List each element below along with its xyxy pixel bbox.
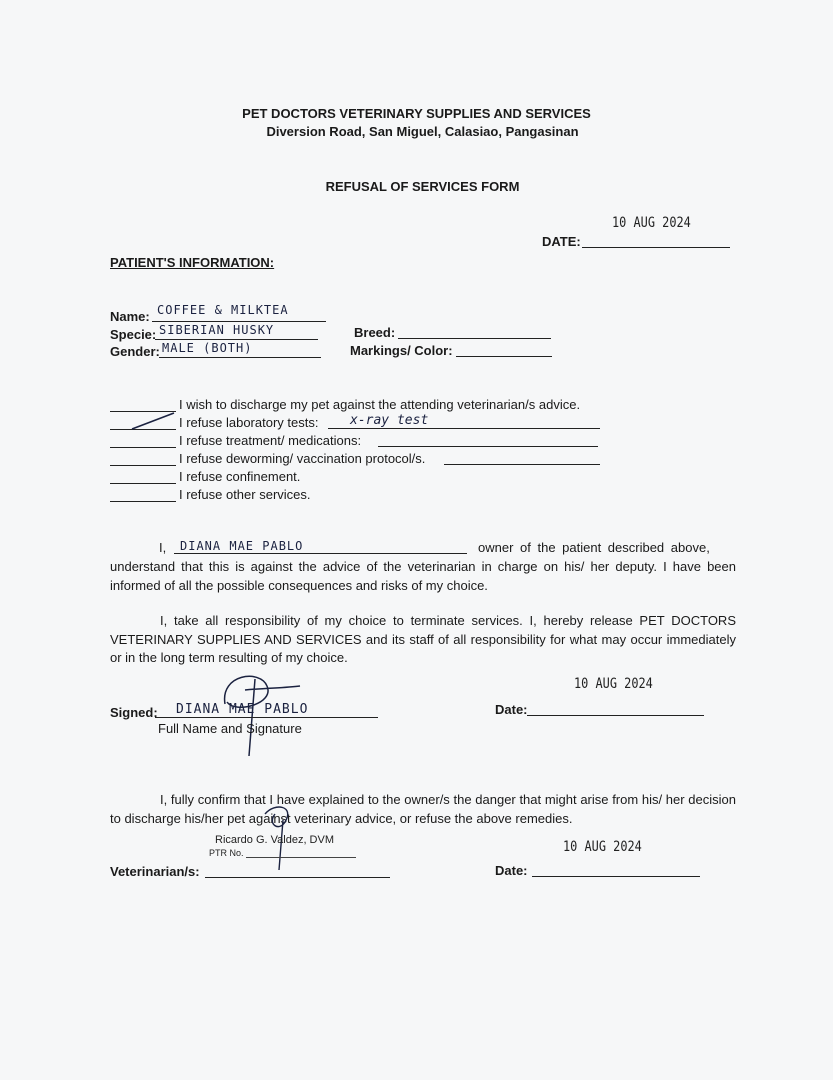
confirm-text: I, fully confirm that I have explained to the owner/s the danger that might arise from his/ her decision to discharge his/her pet against veterinary advice, or refuse the above remedies.	[110, 792, 736, 826]
signed-date-line	[527, 715, 704, 716]
signed-caption: Full Name and Signature	[158, 721, 302, 736]
markings-line	[456, 356, 552, 357]
lab-test-detail: x-ray test	[350, 413, 429, 428]
markings-label: Markings/ Color:	[350, 343, 453, 358]
confirm-paragraph	[110, 791, 736, 828]
check-mark-icon	[128, 410, 178, 432]
specie-value: SIBERIAN HUSKY	[159, 323, 275, 337]
vet-stamp-name: Ricardo G. Valdez, DVM	[215, 834, 335, 846]
patient-section-title: PATIENT'S INFORMATION:	[110, 255, 275, 270]
option-discharge: I wish to discharge my pet against the attending veterinarian/s advice.	[179, 397, 581, 412]
vet-date-label: Date:	[495, 863, 528, 878]
vet-ptr-line	[246, 857, 356, 858]
option-deworming: I refuse deworming/ vaccination protocol/s.	[179, 451, 426, 466]
option-treatment: I refuse treatment/ medications:	[179, 433, 362, 448]
deworming-line	[444, 464, 600, 465]
option-checkbox-line[interactable]	[110, 483, 176, 484]
vet-date-line	[532, 876, 700, 877]
vet-label: Veterinarian/s:	[110, 864, 200, 879]
top-date-label: DATE:	[542, 234, 581, 249]
name-label: Name:	[110, 309, 150, 324]
name-value: COFFEE & MILKTEA	[157, 303, 289, 317]
top-date-stamp: 10 AUG 2024	[612, 215, 691, 231]
release-text: I, take all responsibility of my choice to terminate services. I, hereby release PET DOCTORS VETERINARY SUPPLIES AND SERVICES and its staff of all responsibility for what may occur immediately or in the long term resulting of my choice.	[110, 613, 736, 665]
vet-ptr-label: PTR No.	[209, 848, 244, 858]
breed-label: Breed:	[354, 325, 396, 340]
org-name: PET DOCTORS VETERINARY SUPPLIES AND SERVICES	[242, 106, 591, 121]
vet-line	[205, 877, 390, 878]
owner-name-line	[174, 553, 467, 554]
signed-date-stamp: 10 AUG 2024	[574, 676, 653, 692]
option-checkbox-line[interactable]	[110, 447, 176, 448]
option-other: I refuse other services.	[179, 487, 311, 502]
treatment-line	[378, 446, 598, 447]
gender-line	[159, 357, 321, 358]
vet-date-stamp: 10 AUG 2024	[563, 839, 642, 855]
lab-test-line	[328, 428, 600, 429]
option-confinement: I refuse confinement.	[179, 469, 301, 484]
name-line	[152, 321, 326, 322]
option-checkbox-line[interactable]	[110, 501, 176, 502]
signed-date-label: Date:	[495, 702, 528, 717]
org-address: Diversion Road, San Miguel, Calasiao, Pangasinan	[266, 124, 579, 139]
specie-label: Specie:	[110, 327, 157, 342]
owner-text-1: owner of the patient described above,	[478, 540, 710, 555]
release-paragraph	[110, 612, 736, 668]
option-lab-tests: I refuse laboratory tests:	[179, 415, 319, 430]
form-title: REFUSAL OF SERVICES FORM	[325, 179, 520, 194]
owner-text-2: understand that this is against the advice of the veterinarian in charge on his/ her deputy. I have been informed of all the possible consequences and risks of my choice.	[110, 559, 736, 593]
gender-value: MALE (BOTH)	[162, 341, 253, 355]
owner-prefix: I,	[159, 540, 167, 555]
gender-label: Gender:	[110, 344, 160, 359]
top-date-line	[582, 247, 730, 248]
option-checkbox-line[interactable]	[110, 465, 176, 466]
specie-line	[155, 339, 318, 340]
signed-line	[155, 717, 378, 718]
breed-line	[398, 338, 551, 339]
signed-name-value: DIANA MAE PABLO	[176, 702, 309, 717]
owner-name-value: DIANA MAE PABLO	[180, 539, 304, 553]
signed-label: Signed:	[110, 705, 158, 720]
